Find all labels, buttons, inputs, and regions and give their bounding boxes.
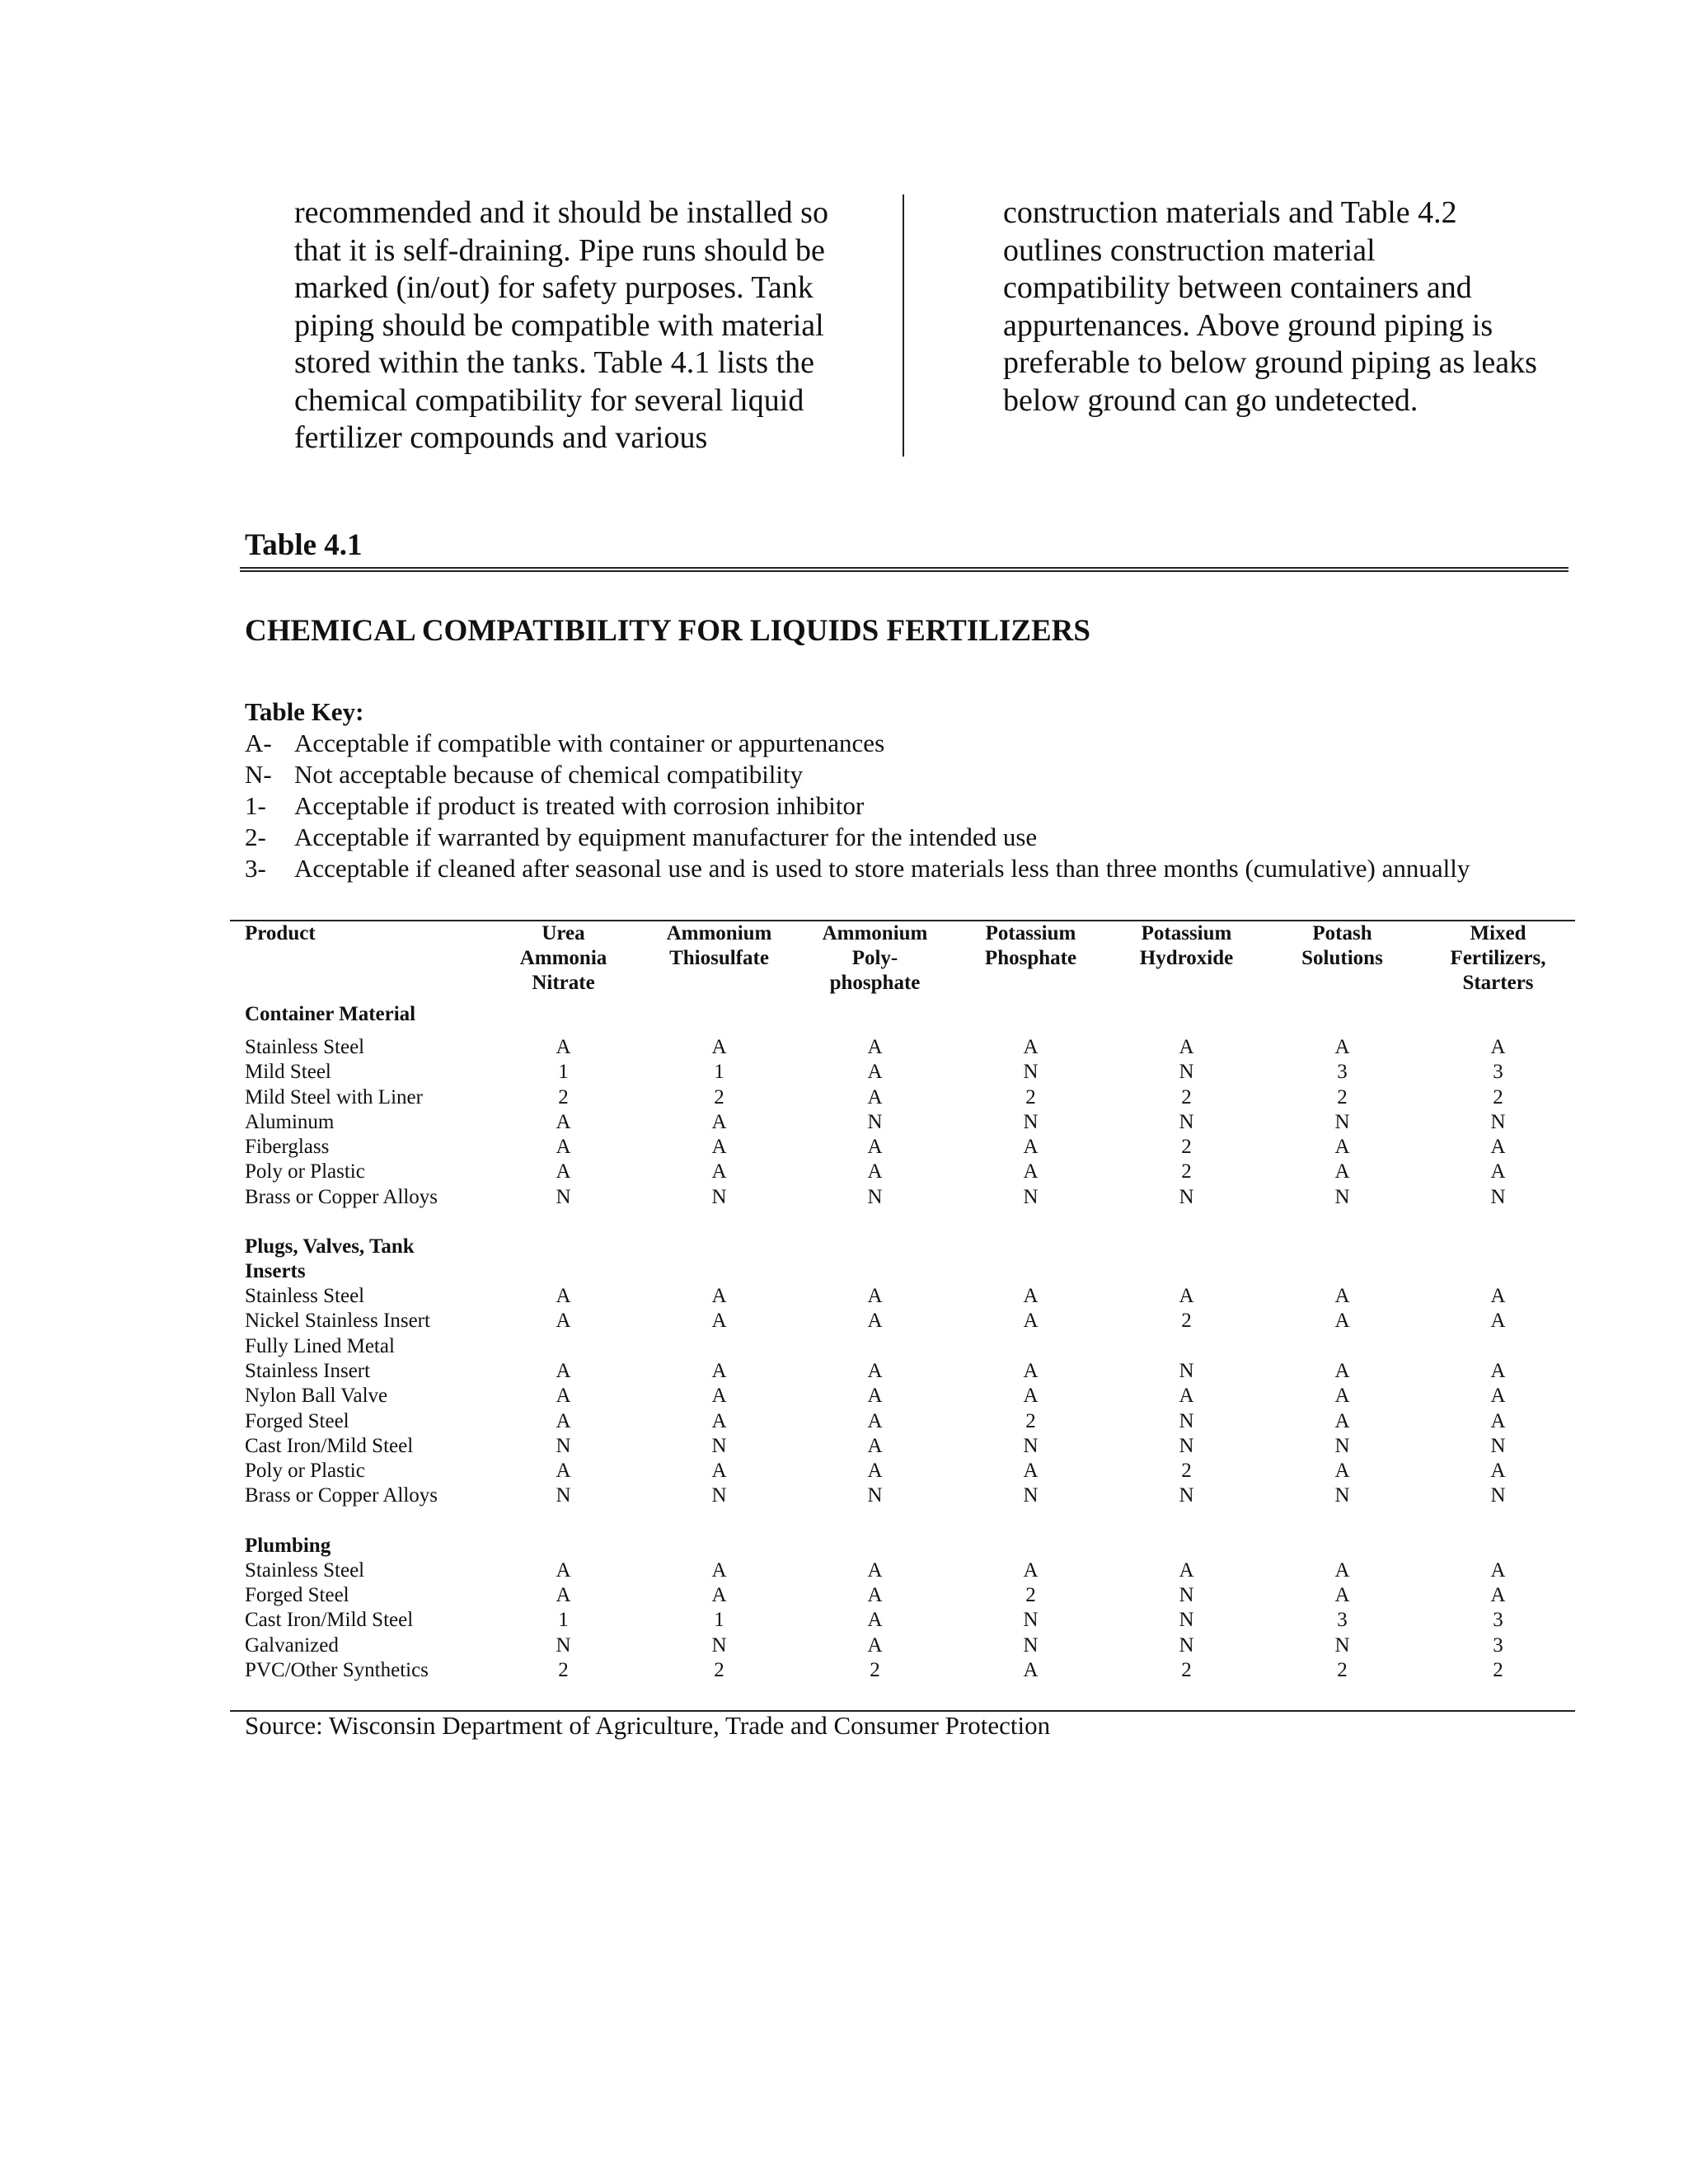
key-code: 3- [245, 854, 266, 883]
value-cell: 2 [714, 1085, 724, 1108]
intro-line: piping should be compatible with material [294, 307, 824, 343]
value-cell: A [867, 1558, 883, 1582]
intro-line: below ground can go undetected. [1003, 382, 1418, 418]
value-cell: A [867, 1310, 883, 1333]
product-cell: Forged Steel [245, 1584, 349, 1607]
value-cell: 3 [1493, 1633, 1503, 1657]
value-cell: N [711, 1434, 727, 1457]
value-cell: N [1490, 1484, 1506, 1507]
product-cell: Poly or Plastic [245, 1460, 365, 1483]
value-cell: N [1334, 1110, 1350, 1133]
section-spacer [245, 1509, 1555, 1534]
header-column-line: phosphate [829, 972, 921, 994]
value-cell: A [711, 1584, 727, 1607]
value-cell: A [556, 1385, 571, 1408]
header-column [1264, 921, 1420, 996]
value-cell [1264, 1334, 1420, 1359]
intro-right-column [1003, 194, 1537, 419]
value-cell: A [1023, 1160, 1039, 1183]
table-row [245, 1110, 1555, 1135]
value-cell: N [556, 1185, 571, 1208]
header-column-line: Hydroxide [1139, 947, 1234, 969]
header-column-line: Potassium [985, 922, 1076, 944]
value-cell: A [711, 1036, 727, 1058]
intro-line: preferable to below ground piping as leaks [1003, 345, 1537, 380]
value-cell: 2 [1181, 1136, 1192, 1159]
value-cell: A [1023, 1036, 1039, 1058]
key-item [245, 759, 1470, 790]
intro-line: construction materials and Table 4.2 [1003, 195, 1457, 230]
value-cell: A [1490, 1136, 1506, 1159]
product-cell: Aluminum [245, 1110, 335, 1133]
header-product-label: Product [245, 922, 316, 944]
table-header-row [245, 921, 1555, 996]
table-row [245, 1459, 1555, 1483]
value-cell: A [711, 1310, 727, 1333]
value-cell: N [1334, 1633, 1350, 1657]
table-row [245, 1185, 1555, 1210]
value-cell [797, 1334, 953, 1359]
value-cell: A [1334, 1460, 1350, 1483]
key-item [245, 822, 1470, 853]
value-cell: A [556, 1310, 571, 1333]
value-cell: A [711, 1359, 727, 1382]
value-cell: A [556, 1359, 571, 1382]
section-title-line: Inserts [245, 1260, 306, 1283]
header-column [1420, 921, 1576, 996]
value-cell: N [1334, 1185, 1350, 1208]
table-row [245, 1483, 1555, 1508]
table-row [245, 1359, 1555, 1384]
value-cell: N [711, 1633, 727, 1657]
table-row [245, 1309, 1555, 1333]
value-cell: N [1023, 1061, 1039, 1084]
value-cell: A [1490, 1409, 1506, 1432]
value-cell: N [1023, 1633, 1039, 1657]
value-cell: A [556, 1460, 571, 1483]
header-column-line: Urea [542, 922, 585, 944]
product-cell: Stainless Steel [245, 1036, 365, 1058]
table-row [245, 1608, 1555, 1633]
value-cell: 2 [1181, 1160, 1192, 1183]
value-cell: A [1490, 1036, 1506, 1058]
section-title [245, 1002, 1555, 1027]
header-column-line: Fertilizers, [1450, 947, 1546, 969]
product-cell: Fully Lined Metal [245, 1334, 395, 1357]
value-cell: 2 [558, 1658, 569, 1681]
value-cell: A [867, 1633, 883, 1657]
value-cell: N [1490, 1434, 1506, 1457]
table-row [245, 1583, 1555, 1608]
key-item [245, 790, 1470, 822]
product-cell: Nylon Ball Valve [245, 1385, 388, 1408]
value-cell: N [1179, 1409, 1194, 1432]
value-cell: 2 [714, 1658, 724, 1681]
table-body [245, 1002, 1555, 1683]
header-column-line: Phosphate [984, 947, 1077, 969]
value-cell: 3 [1493, 1609, 1503, 1632]
product-cell: Forged Steel [245, 1409, 349, 1432]
value-cell: A [1334, 1584, 1350, 1607]
value-cell: 2 [1025, 1584, 1036, 1607]
key-item [245, 728, 1470, 759]
value-cell: A [556, 1036, 571, 1058]
table-row [245, 1160, 1555, 1184]
section-title [245, 1235, 1555, 1284]
value-cell: A [556, 1285, 571, 1308]
intro-left-column [294, 194, 828, 457]
table-row [245, 1633, 1555, 1658]
value-cell: N [1490, 1110, 1506, 1133]
value-cell: A [1023, 1285, 1039, 1308]
value-cell: A [1490, 1310, 1506, 1333]
value-cell: 2 [558, 1085, 569, 1108]
value-cell: N [1179, 1584, 1194, 1607]
value-cell: N [867, 1110, 883, 1133]
product-cell: Brass or Copper Alloys [245, 1185, 438, 1208]
value-cell: A [1490, 1558, 1506, 1582]
table-label: Table 4.1 [245, 528, 363, 562]
header-column-line: Solutions [1301, 947, 1383, 969]
value-cell: A [1490, 1285, 1506, 1308]
value-cell: N [711, 1484, 727, 1507]
key-code: A- [245, 729, 272, 757]
intro-line: appurtenances. Above ground piping is [1003, 307, 1493, 343]
key-code: N- [245, 760, 272, 789]
product-cell: Stainless Steel [245, 1285, 365, 1308]
product-cell: Fiberglass [245, 1136, 330, 1159]
value-cell: 1 [558, 1609, 569, 1632]
value-cell: N [867, 1185, 883, 1208]
table-row [245, 1658, 1555, 1683]
intro-line: stored within the tanks. Table 4.1 lists the [294, 345, 814, 380]
value-cell: N [1179, 1609, 1194, 1632]
section-title-line: Plugs, Valves, Tank [245, 1235, 415, 1258]
key-code: 1- [245, 791, 266, 820]
value-cell: A [1179, 1285, 1194, 1308]
value-cell: N [1179, 1185, 1194, 1208]
header-column-line: Poly- [851, 947, 898, 969]
value-cell: A [867, 1061, 883, 1084]
section-title [245, 1534, 1555, 1558]
value-cell: N [1334, 1484, 1350, 1507]
value-cell: A [1334, 1359, 1350, 1382]
header-column [641, 921, 797, 996]
header-column-line: Potash [1312, 922, 1372, 944]
value-cell: A [556, 1136, 571, 1159]
value-cell: 3 [1337, 1061, 1348, 1084]
value-cell [953, 1334, 1109, 1359]
header-column [485, 921, 641, 996]
key-text: Not acceptable because of chemical compatibility [294, 760, 804, 789]
intro-line: compatibility between containers and [1003, 270, 1472, 305]
value-cell: A [1334, 1385, 1350, 1408]
value-cell: A [1490, 1385, 1506, 1408]
value-cell: N [1023, 1434, 1039, 1457]
value-cell [485, 1334, 641, 1359]
value-cell: A [867, 1285, 883, 1308]
value-cell: 2 [1181, 1658, 1192, 1681]
key-text: Acceptable if cleaned after seasonal use and is used to store materials less than three months (cumulative) annually [294, 854, 1470, 883]
table-row [245, 1085, 1555, 1110]
value-cell: N [1023, 1609, 1039, 1632]
value-cell: 2 [1337, 1658, 1348, 1681]
value-cell: N [1179, 1633, 1194, 1657]
product-cell: Nickel Stainless Insert [245, 1310, 430, 1333]
value-cell: A [556, 1160, 571, 1183]
value-cell: A [1179, 1036, 1194, 1058]
value-cell: 2 [1025, 1409, 1036, 1432]
table-row [245, 1434, 1555, 1459]
value-cell: A [867, 1136, 883, 1159]
intro-line: fertilizer compounds and various [294, 420, 708, 455]
value-cell: A [556, 1584, 571, 1607]
intro-text [0, 194, 1688, 466]
value-cell: 2 [1181, 1085, 1192, 1108]
value-cell: 1 [714, 1609, 724, 1632]
value-cell: A [867, 1160, 883, 1183]
value-cell: 2 [1493, 1658, 1503, 1681]
product-cell: Galvanized [245, 1633, 339, 1657]
value-cell: A [1023, 1359, 1039, 1382]
intro-line: that it is self-draining. Pipe runs should be [294, 232, 825, 268]
table-row [245, 1035, 1555, 1060]
value-cell: A [867, 1609, 883, 1632]
value-cell: N [1023, 1484, 1039, 1507]
header-column-line: Starters [1462, 972, 1534, 994]
value-cell: N [1334, 1434, 1350, 1457]
intro-line: outlines construction material [1003, 232, 1376, 268]
value-cell: A [1023, 1558, 1039, 1582]
value-cell: N [1023, 1185, 1039, 1208]
intro-line: chemical compatibility for several liquid [294, 382, 804, 418]
table-row [245, 1384, 1555, 1408]
header-column [1109, 921, 1264, 996]
value-cell [1420, 1334, 1576, 1359]
intro-line: recommended and it should be installed so [294, 195, 828, 230]
value-cell: A [867, 1385, 883, 1408]
product-cell: Cast Iron/Mild Steel [245, 1434, 414, 1457]
product-cell: Mild Steel with Liner [245, 1085, 423, 1108]
value-cell: 2 [1181, 1460, 1192, 1483]
table-row [245, 1558, 1555, 1583]
value-cell [1109, 1334, 1264, 1359]
header-column-line: Ammonia [519, 947, 607, 969]
column-divider [903, 194, 904, 457]
value-cell: A [711, 1160, 727, 1183]
product-cell: Stainless Insert [245, 1359, 371, 1382]
value-cell: A [1490, 1359, 1506, 1382]
value-cell: A [867, 1460, 883, 1483]
value-cell: A [1490, 1584, 1506, 1607]
table-row [245, 1334, 1555, 1359]
section-title-line: Container Material [245, 1003, 416, 1025]
value-cell: A [556, 1110, 571, 1133]
intro-line: marked (in/out) for safety purposes. Tank [294, 270, 814, 305]
value-cell: N [556, 1633, 571, 1657]
value-cell: A [1179, 1558, 1194, 1582]
value-cell: N [867, 1484, 883, 1507]
value-cell: 3 [1493, 1061, 1503, 1084]
value-cell: A [1334, 1558, 1350, 1582]
header-column-line: Ammonium [822, 922, 928, 944]
double-rule [240, 567, 1568, 572]
table-row [245, 1409, 1555, 1434]
value-cell: A [1023, 1658, 1039, 1681]
value-cell: A [867, 1434, 883, 1457]
value-cell: A [867, 1584, 883, 1607]
value-cell: N [556, 1484, 571, 1507]
header-column-line: Nitrate [532, 972, 595, 994]
value-cell: N [1490, 1185, 1506, 1208]
value-cell: 3 [1337, 1609, 1348, 1632]
key-code: 2- [245, 823, 266, 851]
value-cell: 1 [558, 1061, 569, 1084]
section-gap [245, 1027, 1555, 1035]
value-cell: 1 [714, 1061, 724, 1084]
section-spacer [245, 1210, 1555, 1235]
value-cell: A [1334, 1285, 1350, 1308]
value-cell: 2 [870, 1658, 880, 1681]
value-cell: A [711, 1136, 727, 1159]
value-cell: A [1490, 1460, 1506, 1483]
header-column [797, 921, 953, 996]
header-column [953, 921, 1109, 996]
value-cell: N [711, 1185, 727, 1208]
header-product [245, 921, 485, 996]
value-cell: N [556, 1434, 571, 1457]
value-cell: A [1490, 1160, 1506, 1183]
value-cell: A [1334, 1160, 1350, 1183]
table-title: CHEMICAL COMPATIBILITY FOR LIQUIDS FERTILIZERS [245, 614, 1090, 648]
product-cell: Mild Steel [245, 1061, 331, 1084]
value-cell: N [1179, 1110, 1194, 1133]
value-cell: A [867, 1409, 883, 1432]
value-cell: N [1023, 1110, 1039, 1133]
value-cell: 2 [1025, 1085, 1036, 1108]
header-column-line: Thiosulfate [669, 947, 769, 969]
value-cell: N [1179, 1359, 1194, 1382]
value-cell: A [711, 1385, 727, 1408]
table-row [245, 1135, 1555, 1160]
value-cell: A [867, 1359, 883, 1382]
value-cell: A [711, 1285, 727, 1308]
compatibility-table [245, 921, 1555, 1683]
source-note: Source: Wisconsin Department of Agriculture, Trade and Consumer Protection [245, 1711, 1051, 1740]
product-cell: Cast Iron/Mild Steel [245, 1609, 414, 1632]
value-cell: A [1334, 1409, 1350, 1432]
key-text: Acceptable if compatible with container or appurtenances [294, 729, 885, 757]
product-cell: PVC/Other Synthetics [245, 1658, 429, 1681]
value-cell: A [711, 1460, 727, 1483]
value-cell: A [556, 1558, 571, 1582]
key-item [245, 853, 1470, 884]
value-cell: A [867, 1036, 883, 1058]
value-cell: A [1334, 1136, 1350, 1159]
value-cell: A [556, 1409, 571, 1432]
value-cell [641, 1334, 797, 1359]
product-cell: Brass or Copper Alloys [245, 1484, 438, 1507]
header-column-line: Mixed [1470, 922, 1526, 944]
section-title-line: Plumbing [245, 1534, 331, 1557]
value-cell: 2 [1181, 1310, 1192, 1333]
value-cell: N [1179, 1484, 1194, 1507]
product-cell: Stainless Steel [245, 1558, 365, 1582]
value-cell: A [1023, 1136, 1039, 1159]
key-text: Acceptable if product is treated with corrosion inhibitor [294, 791, 865, 820]
value-cell: A [711, 1409, 727, 1432]
value-cell: N [1179, 1061, 1194, 1084]
product-cell: Poly or Plastic [245, 1160, 365, 1183]
value-cell: A [711, 1558, 727, 1582]
table-key-title: Table Key: [245, 697, 364, 726]
value-cell: N [1179, 1434, 1194, 1457]
value-cell: A [1334, 1310, 1350, 1333]
header-column-line: Potassium [1141, 922, 1232, 944]
key-text: Acceptable if warranted by equipment manufacturer for the intended use [294, 823, 1038, 851]
value-cell: A [1179, 1385, 1194, 1408]
value-cell: A [1023, 1310, 1039, 1333]
value-cell: A [1334, 1036, 1350, 1058]
value-cell: A [711, 1110, 727, 1133]
header-column-line: Ammonium [666, 922, 772, 944]
value-cell: 2 [1493, 1085, 1503, 1108]
value-cell: A [867, 1085, 883, 1108]
value-cell: 2 [1337, 1085, 1348, 1108]
value-cell: A [1023, 1460, 1039, 1483]
table-row [245, 1284, 1555, 1309]
value-cell: A [1023, 1385, 1039, 1408]
table-row [245, 1060, 1555, 1085]
table-key [245, 696, 1470, 884]
